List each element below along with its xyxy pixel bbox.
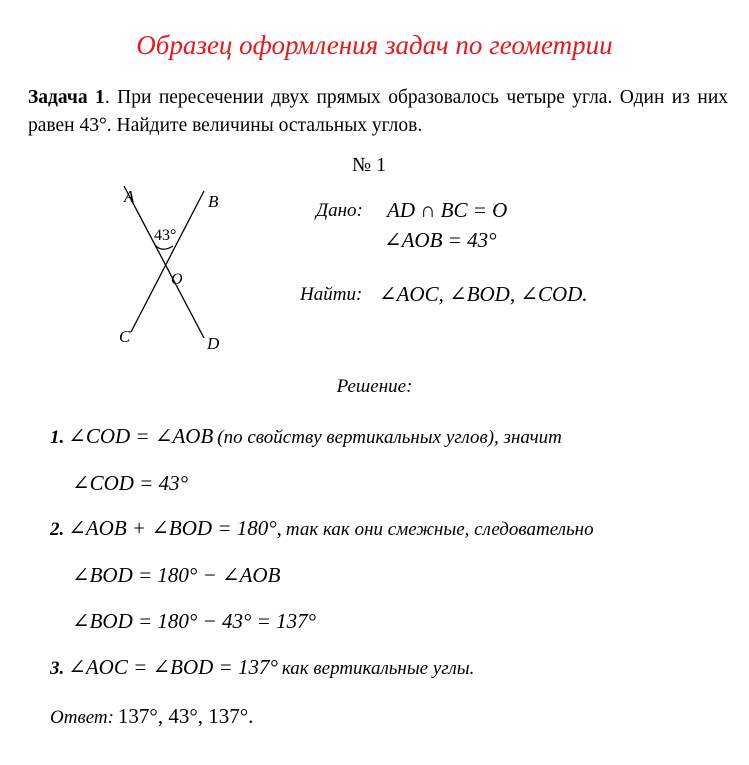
step-1-line <box>50 424 562 449</box>
angle-arc <box>155 245 173 249</box>
step-3-number: 3. <box>50 658 65 679</box>
step-2-line-2: ∠BOD = 180° − ∠AOB <box>72 563 281 587</box>
task-label: Задача 1 <box>28 87 105 108</box>
step-1-number: 1. <box>50 427 65 448</box>
line-bc <box>131 191 204 332</box>
answer-label: Ответ: <box>50 707 114 728</box>
point-c-label: C <box>119 327 131 346</box>
given-line-2: ∠AOB = 43° <box>384 228 497 252</box>
point-b-label: B <box>208 192 219 211</box>
step-2-note: так как они смежные, следовательно <box>285 519 594 540</box>
step-2-line-3: ∠BOD = 180° − 43° = 137° <box>72 609 316 633</box>
step-3-note: как вертикальные углы. <box>281 658 475 679</box>
step-1-note: (по свойству вертикальных углов), значит <box>217 427 562 448</box>
given-label: Дано: <box>316 200 363 221</box>
angle-value-label: 43° <box>154 227 177 244</box>
task-text: . При пересечении двух прямых образовалось четыре угла. Один из них равен 43°. Найдите величины остальных углов. <box>28 87 729 136</box>
step-2-line <box>50 516 594 541</box>
page-title: Образец оформления задач по геометрии <box>136 30 613 60</box>
answer-line <box>50 704 253 729</box>
find-text: ∠AOC, ∠BOD, ∠COD. <box>379 282 588 306</box>
step-1-result: ∠COD = 43° <box>72 471 189 495</box>
line-ad <box>124 186 204 338</box>
problem-number: № 1 <box>352 154 387 176</box>
point-d-label: D <box>207 334 220 353</box>
step-3-equation: ∠AOC = ∠BOD = 137° <box>68 655 278 679</box>
step-1-equation: ∠COD = ∠AOB <box>68 424 214 448</box>
find-label: Найти: <box>300 284 363 305</box>
answer-value: 137°, 43°, 137°. <box>117 704 254 728</box>
step-3-line <box>50 655 474 680</box>
intersecting-lines-figure <box>100 180 240 355</box>
solution-heading: Решение: <box>336 376 413 397</box>
step-2-equation: ∠AOB + ∠BOD = 180°, <box>68 516 282 540</box>
point-o-label: O <box>171 271 183 288</box>
given-line-1: AD ∩ BC = O <box>387 198 508 222</box>
point-a-label: A <box>124 187 135 206</box>
step-2-number: 2. <box>50 519 65 540</box>
task-statement <box>28 84 728 140</box>
